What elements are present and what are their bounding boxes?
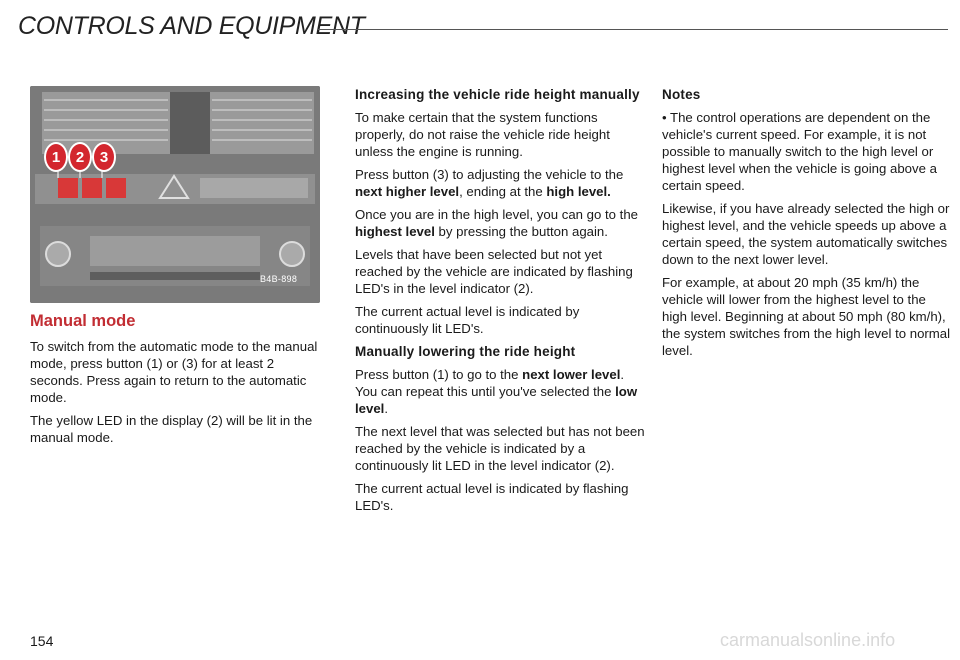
dashboard-photo [30,86,320,303]
text-run: by pressing the button again. [434,224,608,239]
text-run: . You can repeat this until you've selected the [355,367,625,399]
emphasis: next higher level [355,184,460,199]
emphasis: low level [355,384,638,416]
header-rule [318,29,948,30]
text-run: . [384,401,389,416]
paragraph: The current actual level is indicated by continuously lit LED's. [355,304,580,336]
emphasis: highest level [355,224,435,239]
text-run: Press button (1) to go to the [355,367,523,382]
column-middle [355,86,645,520]
paragraph: Levels that have been selected but not yet reached by the vehicle are indicated by flashing LED's in the level indicator (2). [355,247,633,296]
callout-1: 1 [44,142,68,172]
text-run: Once you are in the high level, you can go to the [355,207,638,222]
paragraph: Likewise, if you have already selected the high or highest level, and the vehicle speeds up above a certain speed, the system automatically switches down to the next lower level. [662,201,950,267]
subheading-increase: Increasing the vehicle ride height manually [355,87,640,102]
paragraph [355,166,645,200]
callout-3: 3 [92,142,116,172]
manual-mode-title: Manual mode [30,312,136,330]
section-heading: CONTROLS AND EQUIPMENT [18,12,365,40]
callout-2: 2 [68,142,92,172]
paragraph: The current actual level is indicated by flashing LED's. [355,481,629,513]
notes-title: Notes [662,87,701,102]
emphasis: next lower level [522,367,621,382]
paragraph: To make certain that the system functions properly, do not raise the vehicle ride height unless the engine is running. [355,110,610,159]
paragraph [355,206,645,240]
paragraph: The yellow LED in the display (2) will be lit in the manual mode. [30,413,313,445]
figure-label: B4B-898 [260,274,298,284]
paragraph: • The control operations are dependent on the vehicle's current speed. For example, it is not possible to manually switch to the high level or highest level when the vehicle is going above a certain speed. [662,110,937,193]
page-header [18,6,948,46]
watermark: carmanualsonline.info [720,630,896,650]
paragraph [355,366,645,417]
emphasis: high level. [546,184,611,199]
paragraph: To switch from the automatic mode to the manual mode, press button (1) or (3) for at least 2 seconds. Press again to return to the automatic mode. [30,339,318,405]
paragraph: For example, at about 20 mph (35 km/h) the vehicle will lower from the highest level to the high level. Beginning at about 50 mph (80 km/h), the system switches from the high level to normal level. [662,275,951,358]
subheading-lower: Manually lowering the ride height [355,344,576,359]
column-left [30,86,330,452]
page-number: 154 [30,633,54,649]
text-run: Press button (3) to adjusting the vehicle to the [355,167,624,182]
column-right [662,86,952,365]
text-run: , ending at the [459,184,547,199]
paragraph: The next level that was selected but has not been reached by the vehicle is indicated by a continuously lit LED in the level indicator (2). [355,424,645,473]
